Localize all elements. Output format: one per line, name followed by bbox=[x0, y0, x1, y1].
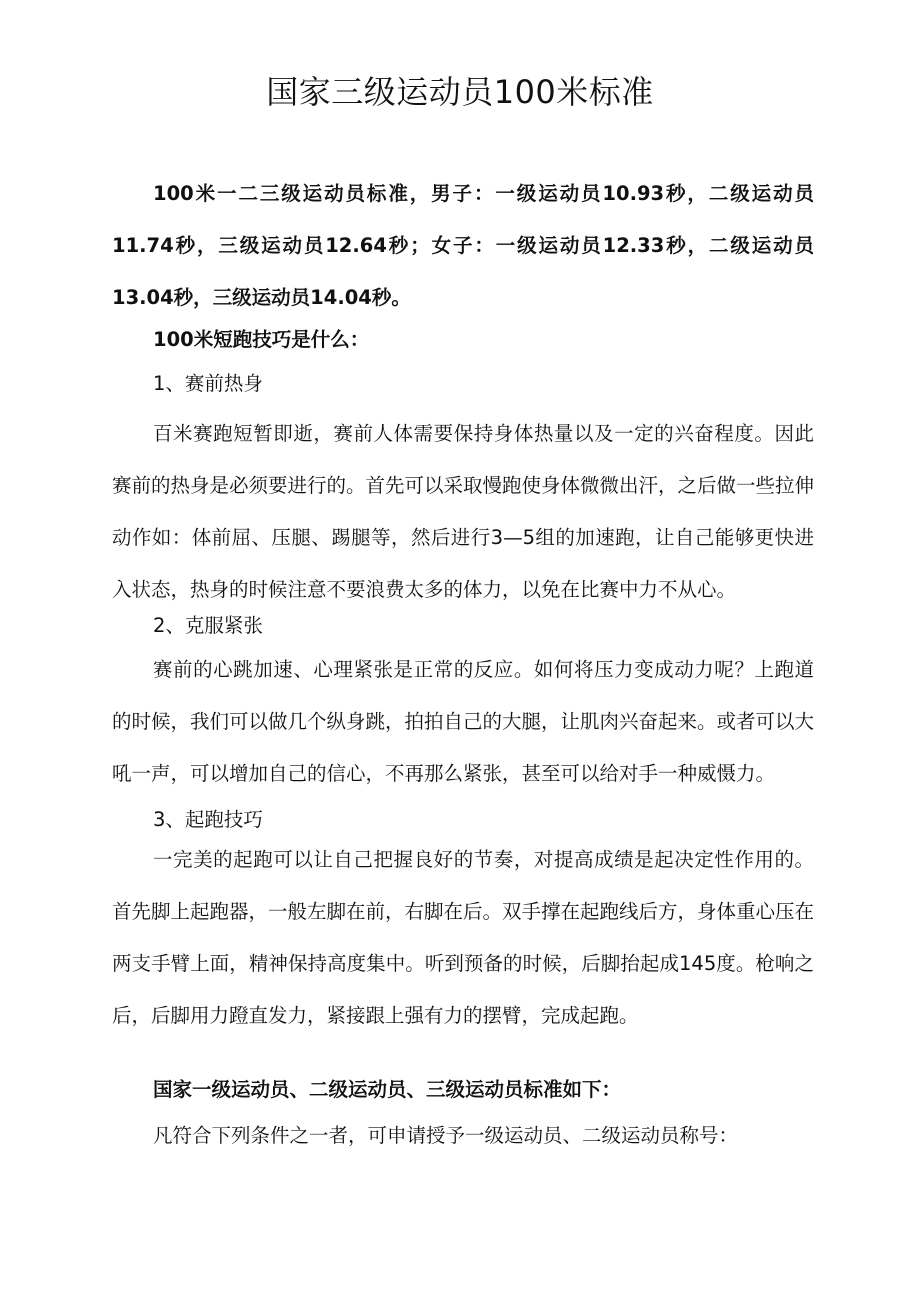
section-heading-start: 3、起跑技巧 bbox=[153, 808, 263, 831]
national-standards-heading: 国家一级运动员、二级运动员、三级运动员标准如下： bbox=[153, 1078, 622, 1101]
standards-summary-paragraph: 100米一二三级运动员标准，男子：一级运动员10.93秒，二级运动员11.74秒，三级运动员12.64秒；女子：一级运动员12.33秒，二级运动员13.04秒，三级运动员14.04秒。 bbox=[112, 182, 814, 309]
section-heading-nerves: 2、克服紧张 bbox=[153, 614, 263, 637]
start-technique-paragraph: 一完美的起跑可以让自己把握良好的节奏，对提高成绩是起决定性作用的。首先脚上起跑器，一般左脚在前，右脚在后。双手撑在起跑线后方，身体重心压在两支手臂上面，精神保持高度集中。听到预备的时候，后脚抬起成145度。枪响之后，后脚用力蹬直发力，紧接跟上强有力的摆臂，完成起跑。 bbox=[112, 848, 815, 1027]
section-heading-warmup: 1、赛前热身 bbox=[153, 372, 263, 395]
warmup-paragraph: 百米赛跑短暂即逝，赛前人体需要保持身体热量以及一定的兴奋程度。因此赛前的热身是必须要进行的。首先可以采取慢跑使身体微微出汗，之后做一些拉伸动作如：体前屈、压腿、踢腿等，然后进行3—5组的加速跑，让自己能够更快进入状态，热身的时候注意不要浪费太多的体力，以免在比赛中力不从心。 bbox=[112, 422, 815, 601]
conditions-intro-paragraph: 凡符合下列条件之一者，可申请授予一级运动员、二级运动员称号： bbox=[153, 1124, 739, 1147]
nerves-paragraph: 赛前的心跳加速、心理紧张是正常的反应。如何将压力变成动力呢？上跑道的时候，我们可以做几个纵身跳，拍拍自己的大腿，让肌肉兴奋起来。或者可以大吼一声，可以增加自己的信心，不再那么紧张，甚至可以给对手一种威慑力。 bbox=[112, 658, 815, 785]
page-title: 国家三级运动员100米标准 bbox=[266, 73, 654, 111]
sprint-tips-heading: 100米短跑技巧是什么： bbox=[153, 328, 370, 351]
